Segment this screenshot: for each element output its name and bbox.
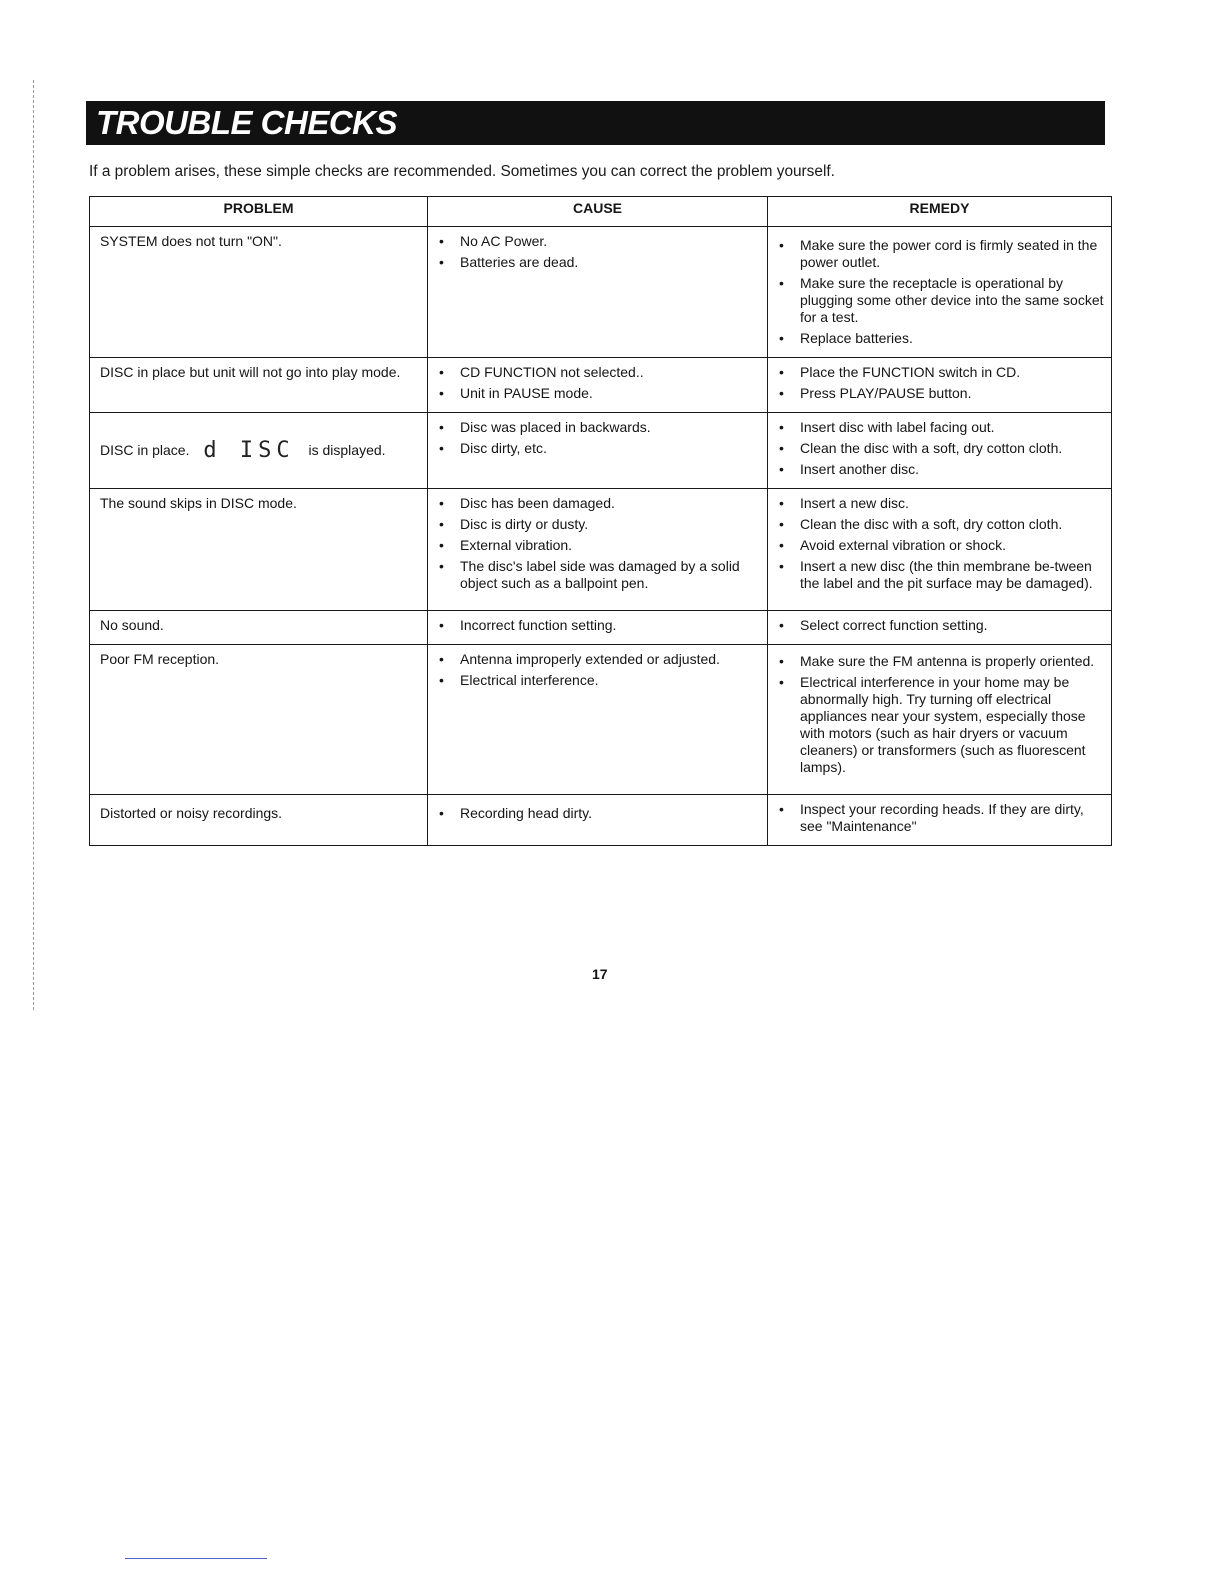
remedy-cell bbox=[768, 611, 1112, 645]
remedy-cell bbox=[768, 413, 1112, 489]
cause-cell bbox=[428, 358, 768, 413]
cause-item: • Incorrect function setting. bbox=[436, 617, 761, 634]
remedy-item: • Insert a new disc. bbox=[776, 495, 1105, 512]
cause-item: • Disc was placed in backwards. bbox=[436, 419, 761, 436]
page-number: 17 bbox=[592, 966, 608, 982]
footer-rule bbox=[125, 1558, 267, 1559]
remedy-item: • Make sure the FM antenna is properly oriented. bbox=[776, 653, 1105, 670]
cause-cell bbox=[428, 795, 768, 846]
problem-cell: No sound. bbox=[90, 611, 428, 645]
title-bar bbox=[86, 101, 1105, 145]
problem-cell bbox=[90, 413, 428, 489]
table-row bbox=[90, 227, 1112, 358]
lcd-display-text: d ISC bbox=[203, 438, 295, 464]
remedy-cell bbox=[768, 645, 1112, 795]
remedy-item: • Insert another disc. bbox=[776, 461, 1105, 478]
header-problem: PROBLEM bbox=[90, 197, 428, 227]
cause-cell bbox=[428, 611, 768, 645]
problem-cell: The sound skips in DISC mode. bbox=[90, 489, 428, 611]
cause-item: • No AC Power. bbox=[436, 233, 761, 250]
problem-prefix: DISC in place. bbox=[100, 441, 190, 458]
table-row bbox=[90, 413, 1112, 489]
remedy-item: • Clean the disc with a soft, dry cotton cloth. bbox=[776, 516, 1105, 533]
remedy-item: • Insert disc with label facing out. bbox=[776, 419, 1105, 436]
cause-item: • Disc is dirty or dusty. bbox=[436, 516, 761, 533]
header-remedy: REMEDY bbox=[768, 197, 1112, 227]
remedy-item: • Make sure the power cord is firmly seated in the power outlet. bbox=[776, 237, 1105, 271]
remedy-item: • Replace batteries. bbox=[776, 330, 1105, 347]
page-title: TROUBLE CHECKS bbox=[96, 104, 398, 141]
remedy-item: • Insert a new disc (the thin membrane be-tween the label and the pit surface may be damaged). bbox=[776, 558, 1105, 592]
problem-cell: SYSTEM does not turn "ON". bbox=[90, 227, 428, 358]
remedy-item: • Electrical interference in your home may be abnormally high. Try turning off electrical appliances near your system, especially those with motors (such as hair dryers or vacuum cleaners) or transformers (such as fluorescent lamps). bbox=[776, 674, 1105, 776]
remedy-item: • Select correct function setting. bbox=[776, 617, 1105, 634]
cause-cell bbox=[428, 489, 768, 611]
cause-cell bbox=[428, 413, 768, 489]
table-header-row bbox=[90, 197, 1112, 227]
cause-item: • Recording head dirty. bbox=[436, 805, 761, 822]
remedy-item: • Avoid external vibration or shock. bbox=[776, 537, 1105, 554]
remedy-cell bbox=[768, 489, 1112, 611]
problem-suffix: is displayed. bbox=[308, 441, 386, 458]
trouble-checks-table bbox=[89, 196, 1112, 846]
cause-item: • Batteries are dead. bbox=[436, 254, 761, 271]
remedy-item: • Inspect your recording heads. If they are dirty, see "Maintenance" bbox=[776, 801, 1105, 835]
table-row bbox=[90, 795, 1112, 846]
table-row bbox=[90, 358, 1112, 413]
cause-item: • Electrical interference. bbox=[436, 672, 761, 689]
cause-cell bbox=[428, 227, 768, 358]
binding-edge bbox=[33, 80, 34, 1010]
remedy-cell bbox=[768, 358, 1112, 413]
table-row bbox=[90, 489, 1112, 611]
remedy-cell bbox=[768, 795, 1112, 846]
cause-item: • External vibration. bbox=[436, 537, 761, 554]
remedy-item: • Clean the disc with a soft, dry cotton cloth. bbox=[776, 440, 1105, 457]
cause-item: • Antenna improperly extended or adjusted. bbox=[436, 651, 761, 668]
table-row bbox=[90, 611, 1112, 645]
remedy-item: • Place the FUNCTION switch in CD. bbox=[776, 364, 1105, 381]
cause-item: • Disc dirty, etc. bbox=[436, 440, 761, 457]
table-row bbox=[90, 645, 1112, 795]
remedy-item: • Make sure the receptacle is operational by plugging some other device into the same socket for a test. bbox=[776, 275, 1105, 326]
cause-cell bbox=[428, 645, 768, 795]
problem-cell: Poor FM reception. bbox=[90, 645, 428, 795]
cause-item: • Unit in PAUSE mode. bbox=[436, 385, 761, 402]
problem-cell: DISC in place but unit will not go into play mode. bbox=[90, 358, 428, 413]
remedy-item: • Press PLAY/PAUSE button. bbox=[776, 385, 1105, 402]
cause-item: • Disc has been damaged. bbox=[436, 495, 761, 512]
remedy-cell bbox=[768, 227, 1112, 358]
cause-item: • CD FUNCTION not selected.. bbox=[436, 364, 761, 381]
problem-cell: Distorted or noisy recordings. bbox=[90, 795, 428, 846]
intro-text: If a problem arises, these simple checks are recommended. Sometimes you can correct the problem yourself. bbox=[89, 163, 835, 180]
header-cause: CAUSE bbox=[428, 197, 768, 227]
cause-item: • The disc's label side was damaged by a solid object such as a ballpoint pen. bbox=[436, 558, 761, 592]
